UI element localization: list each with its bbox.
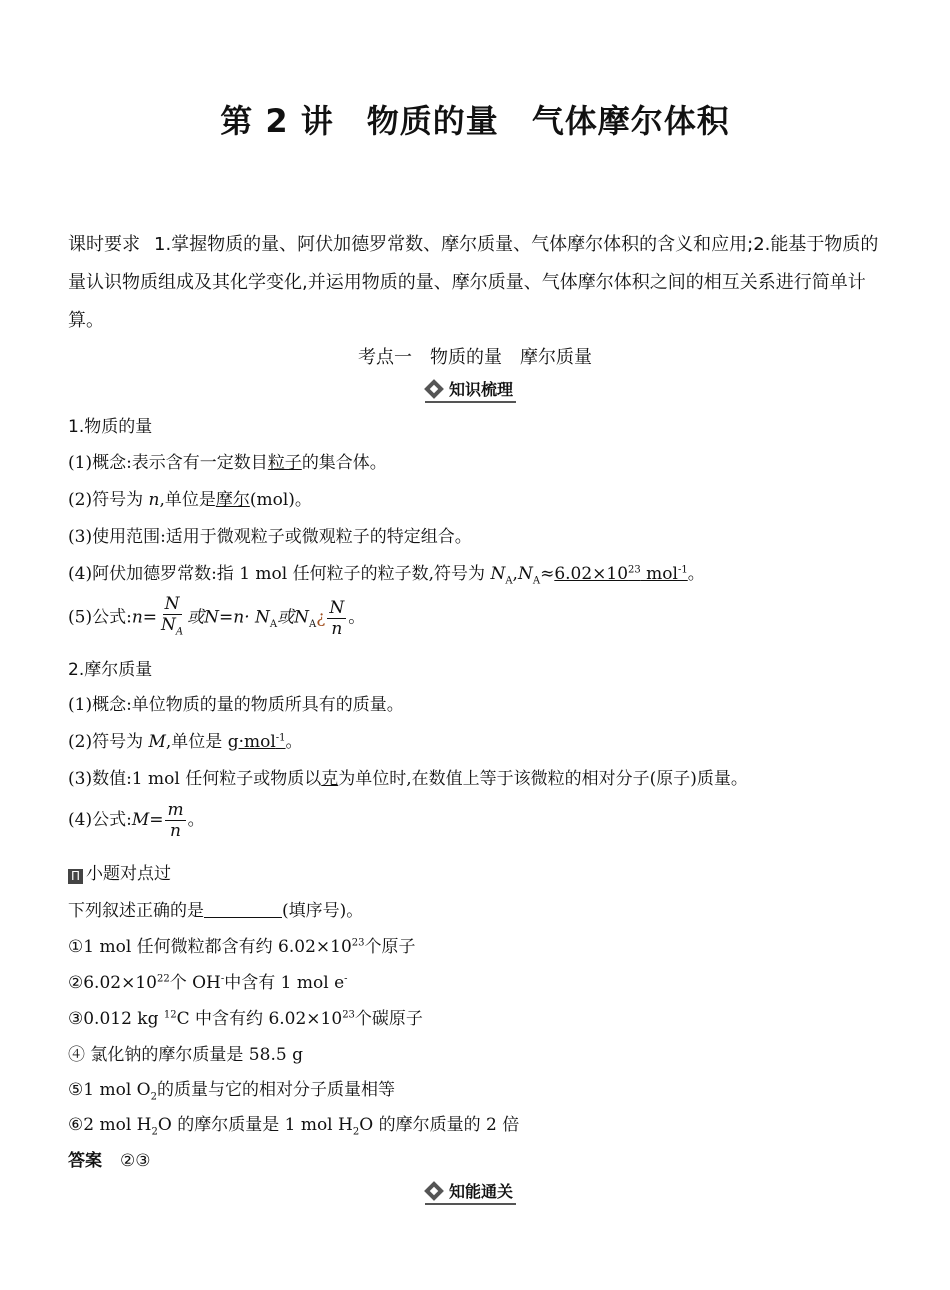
avogadro-unit: mol [640,564,678,584]
formula-mid-sub: A [269,619,278,631]
option-text: ⑥2 mol H [68,1115,152,1135]
course-requirements [68,226,888,340]
s2-item2-sym: M [148,732,166,752]
practice-heading [68,859,171,884]
sep: , [512,564,518,584]
option-5 [68,1075,395,1102]
mass-number: 12 [163,1009,177,1021]
subscript: 2 [150,1091,157,1103]
option-text: O 的摩尔质量的 2 倍 [359,1115,520,1135]
s2-item2 [68,727,303,752]
knowledge-badge-label: 知识梳理 [449,380,514,399]
na-symbol: N [517,564,533,584]
s2-item2-answer [228,732,286,752]
s2-item3 [68,764,748,789]
question-post: (填序号)。 [282,901,364,921]
answer-line [68,1146,150,1171]
end-mark: 。 [687,564,705,584]
s1-item2-pre: (2)符号为 [68,490,149,510]
s2-item3-pre: (3)数值:1 mol 任何粒子或物质以 [68,769,322,789]
na-symbol: N [294,607,309,628]
s1-item1-pre: (1)概念:表示含有一定数目 [68,453,268,473]
formula-pre: (5)公式: [68,607,132,628]
s1-item2 [68,485,312,510]
frac-den: n [331,618,343,639]
s2-item1: (1)概念:单位物质的量的物质所具有的质量。 [68,695,404,715]
practice-icon: Π [68,869,83,884]
fraction-n [159,594,185,642]
unit-exp: -1 [275,732,286,744]
s2-item2-mid: ,单位是 [165,732,228,752]
end-mark: 。 [187,810,205,830]
diamond-icon [424,379,444,399]
s1-item2-post: (mol)。 [249,490,312,510]
formula-mid: N=n· N [204,607,270,628]
frac-den: n [170,821,181,841]
option-4: ④ 氯化钠的摩尔质量是 58.5 g [68,1045,303,1065]
s2-item2-pre: (2)符号为 [68,732,149,752]
option-text: 中含有 1 mol e [224,973,345,993]
subscript: 2 [151,1126,158,1138]
s1-item2-sym: n [148,490,160,510]
option-text: 个原子 [364,937,416,957]
end-mark: 。 [348,607,366,628]
na-sub: A [532,575,541,587]
or-word: 或 [187,607,205,628]
avogadro-unit-exp: -1 [677,564,688,576]
avogadro-mantissa: 6.02×10 [554,564,629,584]
s1-item1-post: 的集合体。 [301,453,387,473]
exponent: 23 [351,937,365,949]
charge: - [220,973,225,985]
s1-item1-answer: 粒子 [267,453,302,473]
option-text: ①1 mol 任何微粒都含有约 6.02×10 [68,937,352,957]
s2-item4-formula [68,800,205,841]
option-text: 的质量与它的相对分子质量相等 [156,1080,395,1100]
section2-heading: 2.摩尔质量 [68,660,153,680]
exponent: 23 [342,1009,355,1021]
question-stem [68,896,363,921]
na-symbol: N [490,564,506,584]
unit-text: g·mol [227,732,276,752]
page-title: 第 2 讲 物质的量 气体摩尔体积 [220,102,730,140]
option-text: C 中含有约 6.02×10 [176,1009,343,1029]
kaodian-heading: 考点一 物质的量 摩尔质量 [358,347,592,368]
formula-lhs: n= [131,607,158,628]
charge: - [344,973,348,985]
s1-item1 [68,448,387,473]
s1-item2-answer: 摩尔 [215,490,250,510]
practice-heading-text: 小题对点过 [86,864,171,884]
frac-num: m [167,800,184,820]
avogadro-exp: 23 [628,564,641,576]
option-text: 个 OH [169,973,221,993]
answer-value: ②③ [120,1151,151,1171]
formula-lhs: M= [131,810,164,830]
ability-badge [425,1179,516,1205]
answer-label: 答案 [68,1151,102,1171]
option-2 [68,968,348,993]
requirements-text: 1.掌握物质的量、阿伏加德罗常数、摩尔质量、气体摩尔体积的含义和应用;2.能基于物质的量认识物质组成及其化学变化,并运用物质的量、摩尔质量、气体摩尔体积之间的相互关系进行简单计算。 [68,234,879,331]
na-sub: A [309,619,317,631]
frac-den-sub: A [175,626,184,638]
option-text: O 的摩尔质量是 1 mol H [157,1115,353,1135]
section1-heading: 1.物质的量 [68,417,153,437]
frac-num: N [164,594,180,614]
s1-item2-mid: ,单位是 [159,490,216,510]
s1-item5-formula [68,594,365,642]
option-text: ③0.012 kg [68,1009,164,1029]
exponent: 22 [156,973,170,985]
fraction-m-over-n [165,800,185,841]
frac-den-symbol: N [161,615,176,635]
s1-item4 [68,559,705,586]
ability-badge-label: 知能通关 [449,1182,514,1201]
option-text: ⑤1 mol O [68,1080,151,1100]
approx-sign: ≈ [540,564,555,584]
formula-pre: (4)公式: [68,810,132,830]
s1-item3: (3)使用范围:适用于微观粒子或微观粒子的特定组合。 [68,527,472,547]
option-text: ②6.02×10 [68,973,157,993]
avogadro-value [554,564,687,584]
requirements-label: 课时要求 [68,234,140,255]
fraction-n-over-n [327,598,346,639]
frac-num: N [329,597,345,618]
s2-item3-post: 为单位时,在数值上等于该微粒的相对分子(原子)质量。 [338,769,748,789]
frac-den [159,615,185,642]
subscript: 2 [352,1126,360,1138]
answer-blank [204,901,282,918]
option-3 [68,1004,423,1029]
knowledge-badge [425,377,516,403]
s2-item3-answer: 克 [321,769,339,789]
option-1 [68,932,416,957]
end-mark: 。 [285,732,303,752]
garbled-char: ¿ [316,607,326,628]
option-text: 个碳原子 [354,1009,423,1029]
diamond-icon [424,1181,444,1201]
question-pre: 下列叙述正确的是 [68,901,204,921]
option-6 [68,1110,519,1137]
s1-item4-pre: (4)阿伏加德罗常数:指 1 mol 任何粒子的粒子数,符号为 [68,564,491,584]
na-sub: A [505,575,513,587]
or-word: 或 [277,607,295,628]
